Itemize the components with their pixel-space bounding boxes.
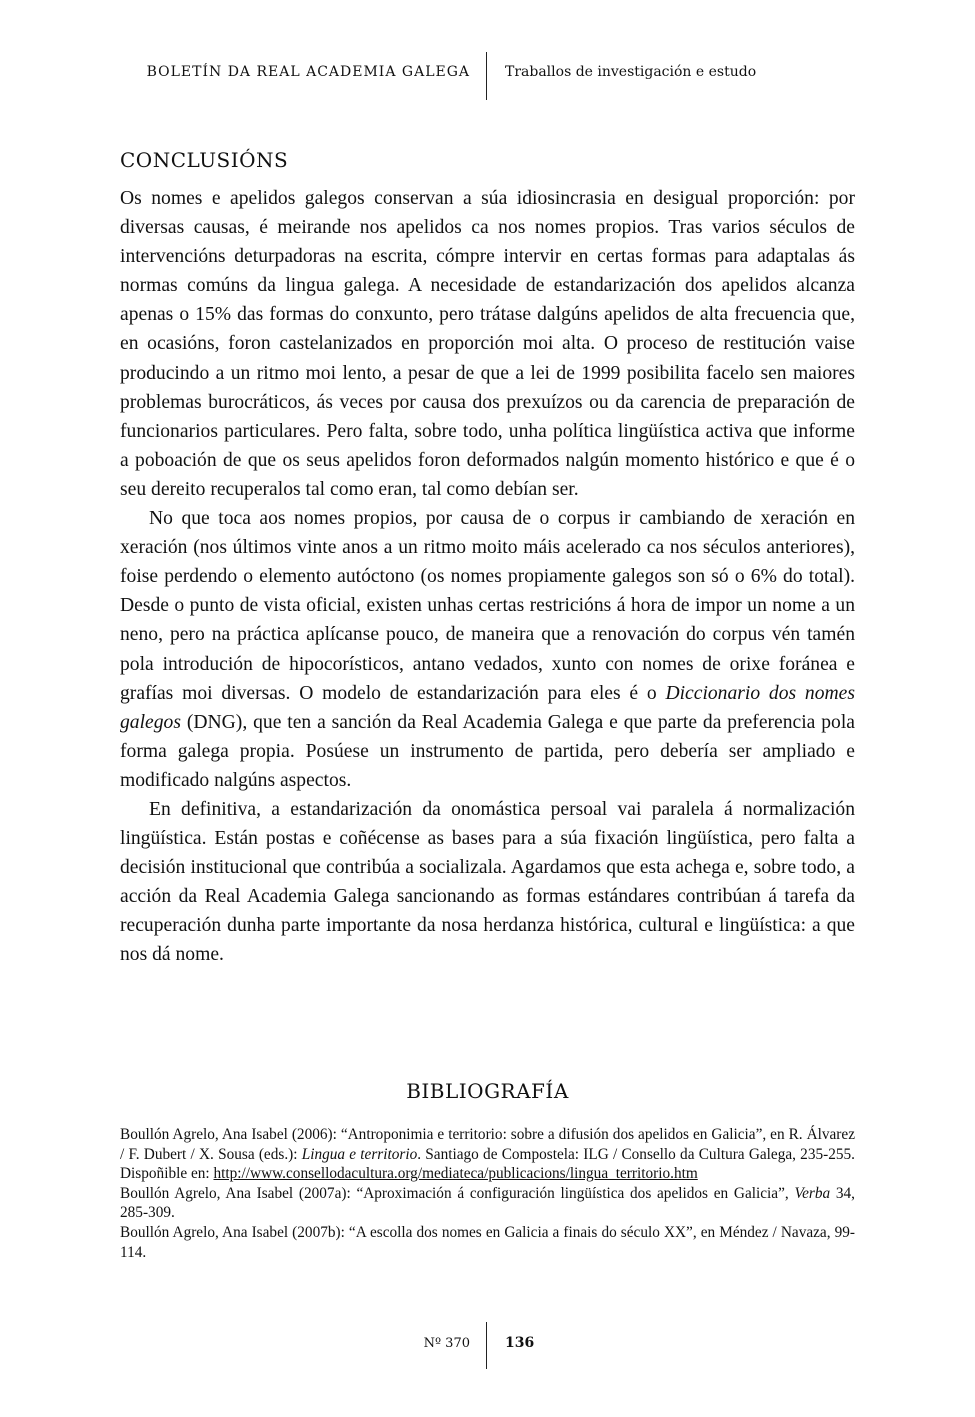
paragraph-3: En definitiva, a estandarización da onomástica persoal vai paralela á normalización lingüística. Están postas e coñécense as bases para a súa fixación lingüística, pero falta a decisión institucional que contribúa a socializala. Agardamos que esta achega e, sobre todo, a acción da Real Academia Galega sancionando as formas estándares contribúan á tarefa da recuperación dunha parte importante da nosa herdanza histórica, cultural e lingüística: a que nos dá nome. [120,798,855,966]
paragraph-2-text-b: (DNG), que ten a sanción da Real Academia Galega e que parte da preferencia pola forma galega propia. Posúese un instrumento de partida, pero debería ser ampliado e modificado nalgúns aspectos. [120,711,855,791]
dng-title: Diccionario dos nomes galegos [120,682,855,733]
bibliography-entry: Boullón Agrelo, Ana Isabel (2006): “Antroponimia e territorio: sobre a difusión dos apelidos en Galicia”, en R. Álvarez / F. Dubert / X. Sousa (eds.): Lingua e territorio. Santiago de Compostela: ILG / Consello da Cultura Galega, 235-255. Dispoñible en: http://www.consellodacultura.org/mediateca/publicacions/lingua_territorio.htm [120,1126,855,1183]
conclusions-heading: CONCLUSIÓNS [120,148,289,172]
issue-number: Nº 370 [423,1336,470,1351]
bibliography-link[interactable]: http://www.consellodacultura.org/mediateca/publicacions/lingua_territorio.htm [213,1165,698,1183]
section-name: Traballos de investigación e estudo [505,64,757,80]
paragraph-2 [120,504,855,795]
header-divider [486,52,487,100]
page-number: 136 [505,1335,535,1351]
paragraph-1: Os nomes e apelidos galegos conservan a súa idiosincrasia en desigual proporción: por diversas causas, é meirande nos apelidos ca nos nomes propios. Tras varios séculos de intervencións deturpadoras na escrita, cómpre intervir en certas formas para adaptalas ás normas comúns da lingua galega. A necesidade de estandarización dos apelidos alcanza apenas o 15% das formas do conxunto, pero trátase dalgúns apelidos de alta frecuencia que, en ocasións, foron castelanizados en proporción moi alta. O proceso de restitución vaise producindo a un ritmo moi lento, a pesar de que a lei de 1999 posibilita facelo sen maiores problemas burocráticos, ás veces por causa dos prexuízos ou da carencia de preparación de funcionarios particulares. Pero falta, sobre todo, unha política lingüística activa que informe a poboación de que os seus apelidos foron deformados nalgún momento histórico e que é o seu dereito recuperalos tal como eran, tal como debían ser. [120,188,855,500]
bibliography-heading: BIBLIOGRAFÍA [406,1079,569,1103]
bibliography-entry: Boullón Agrelo, Ana Isabel (2007a): “Aproximación á configuración lingüística dos apelidos en Galicia”, Verba 34, 285-309. [120,1184,856,1222]
footer-divider [486,1322,487,1369]
paragraph-2-text-a: No que toca aos nomes propios, por causa de o corpus ir cambiando de xeración en xeración (nos últimos vinte anos a un ritmo moito máis acelerado ca nos séculos anteriores), foise perdendo o elemento autóctono (os nomes propiamente galegos son só o 6% do total). Desde o punto de vista oficial, existen unhas certas restricións á hora de impor un nome a un neno, pero na práctica aplícanse pouco, de maneira que a renovación do corpus vén tamén pola introdución de hipocorísticos, antano vedados, xunto con nomes de orixe foránea e grafías moi diversas. O modelo de estandarización para eles é o [120,508,855,704]
bibliography-entry: Boullón Agrelo, Ana Isabel (2007b): “A escolla dos nomes en Galicia a finais do século XX”, en Méndez / Navaza, 99-114. [120,1223,855,1261]
journal-title: BOLETÍN DA REAL ACADEMIA GALEGA [146,64,470,80]
conclusions-body [120,184,855,970]
bibliography-list [120,1125,855,1262]
